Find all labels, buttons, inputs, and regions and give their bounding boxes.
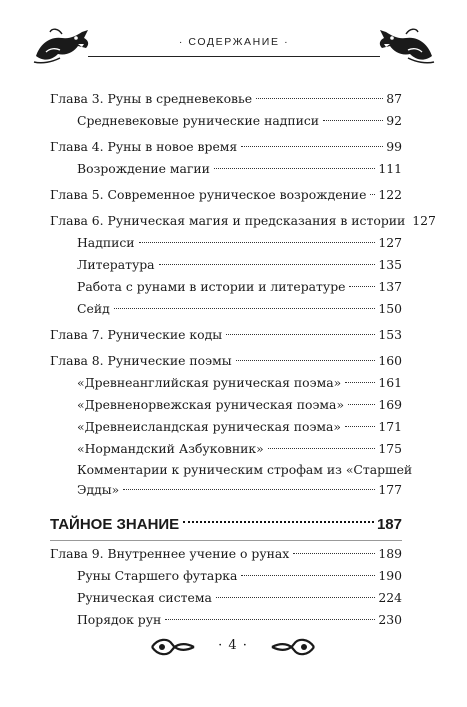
toc-entry-title: Порядок рун	[77, 612, 162, 627]
toc-entry-page: 169	[378, 397, 402, 412]
toc-entry-title: Сейд	[77, 301, 110, 316]
toc-entry-title: Возрождение магии	[77, 161, 210, 176]
toc-entry[interactable]	[50, 298, 402, 320]
toc-entry-chapter-3[interactable]	[50, 88, 402, 110]
page-footer	[150, 630, 316, 664]
toc-entry-title: «Древнеанглийская руническая поэма»	[77, 375, 342, 390]
page-number: · 4 ·	[218, 638, 248, 653]
toc-entry[interactable]	[50, 438, 402, 460]
toc-entry-title: Руническая система	[77, 590, 212, 605]
table-of-contents	[50, 88, 436, 631]
toc-entry-page: 190	[378, 568, 402, 583]
section-title: ТАЙНОЕ ЗНАНИЕ	[50, 516, 180, 533]
toc-entry-page: 175	[378, 441, 402, 456]
toc-entry[interactable]	[50, 416, 402, 438]
toc-entry-page: 92	[386, 113, 402, 128]
toc-entry-title: Средневековые рунические надписи	[77, 113, 320, 128]
toc-entry-page: 122	[378, 187, 402, 202]
toc-entry[interactable]	[50, 565, 402, 587]
page-title: · СОДЕРЖАНИЕ ·	[178, 36, 290, 48]
dot-leader	[159, 264, 376, 265]
toc-entry-chapter-4[interactable]	[50, 136, 402, 158]
toc-entry-page: 189	[378, 546, 402, 561]
toc-entry-page: 224	[378, 590, 402, 605]
dot-leader	[345, 426, 375, 427]
toc-entry-title: Глава 6. Руническая магия и предсказания в истории	[50, 213, 406, 228]
toc-entry[interactable]	[50, 254, 402, 276]
dot-leader	[256, 98, 383, 99]
toc-entry-title-continued: Эдды»	[77, 482, 120, 497]
toc-entry-page: 111	[378, 161, 402, 176]
dot-leader	[345, 382, 375, 383]
toc-entry-title: Литература	[77, 257, 155, 272]
dot-leader	[241, 575, 375, 576]
dot-leader	[349, 286, 375, 287]
dot-leader	[293, 553, 375, 554]
toc-entry-page: 99	[386, 139, 402, 154]
toc-entry-title: Глава 8. Рунические поэмы	[50, 353, 232, 368]
dot-leader	[348, 404, 375, 405]
dot-leader	[323, 120, 383, 121]
dot-leader	[241, 146, 383, 147]
toc-entry[interactable]	[50, 110, 402, 132]
dot-leader	[114, 308, 376, 309]
toc-entry[interactable]	[50, 609, 402, 631]
toc-entry[interactable]	[50, 372, 402, 394]
toc-entry-page: 127	[378, 235, 402, 250]
toc-entry-title: Комментарии к руническим строфам из «Старшей	[77, 462, 413, 477]
toc-entry-page: 135	[378, 257, 402, 272]
toc-section-heading[interactable]	[50, 512, 402, 538]
toc-entry-page: 87	[386, 91, 402, 106]
dot-leader	[268, 448, 376, 449]
toc-entry-title: Глава 9. Внутреннее учение о рунах	[50, 546, 290, 561]
dragon-head-icon	[376, 26, 436, 66]
toc-entry-title: Глава 3. Руны в средневековье	[50, 91, 253, 106]
toc-entry-page: 161	[378, 375, 402, 390]
dot-leader	[226, 334, 375, 335]
dot-leader	[183, 521, 374, 523]
toc-entry-page: 171	[378, 419, 402, 434]
dot-leader	[139, 242, 376, 243]
toc-entry-page: 127	[412, 213, 436, 228]
toc-entry[interactable]	[50, 158, 402, 180]
toc-entry-chapter-8[interactable]	[50, 350, 402, 372]
toc-entry-page: 160	[378, 353, 402, 368]
toc-entry-page: 177	[378, 482, 402, 497]
toc-entry-chapter-6[interactable]	[50, 210, 436, 232]
toc-entry-page: 230	[378, 612, 402, 627]
dot-leader	[123, 489, 375, 490]
toc-entry-chapter-5[interactable]	[50, 184, 402, 206]
header-rule	[88, 56, 380, 57]
toc-entry-page: 153	[378, 327, 402, 342]
toc-entry-title: Глава 7. Рунические коды	[50, 327, 223, 342]
toc-entry[interactable]	[50, 587, 402, 609]
section-rule	[50, 540, 402, 541]
toc-entry[interactable]	[50, 460, 413, 500]
toc-entry-title: «Древненорвежская руническая поэма»	[77, 397, 345, 412]
toc-entry-title: Работа с рунами в истории и литературе	[77, 279, 346, 294]
toc-entry[interactable]	[50, 394, 402, 416]
toc-entry-title: «Древнеисландская руническая поэма»	[77, 419, 342, 434]
toc-entry[interactable]	[50, 276, 402, 298]
dot-leader	[370, 194, 375, 195]
knot-ornament-icon	[270, 634, 316, 660]
toc-entry-title: Глава 5. Современное руническое возрождение	[50, 187, 367, 202]
toc-entry-page: 150	[378, 301, 402, 316]
toc-entry-page: 137	[378, 279, 402, 294]
toc-entry-chapter-7[interactable]	[50, 324, 402, 346]
toc-entry-title: Руны Старшего футарка	[77, 568, 238, 583]
toc-entry-title: Глава 4. Руны в новое время	[50, 139, 238, 154]
dot-leader	[214, 168, 375, 169]
toc-entry[interactable]	[50, 232, 402, 254]
section-page: 187	[376, 516, 402, 533]
dot-leader	[236, 360, 376, 361]
toc-entry-title: «Нормандский Азбуковник»	[77, 441, 264, 456]
toc-entry-chapter-9[interactable]	[50, 543, 402, 565]
page-header	[32, 26, 436, 68]
dot-leader	[216, 597, 375, 598]
dot-leader	[165, 619, 375, 620]
toc-entry-title: Надписи	[77, 235, 135, 250]
